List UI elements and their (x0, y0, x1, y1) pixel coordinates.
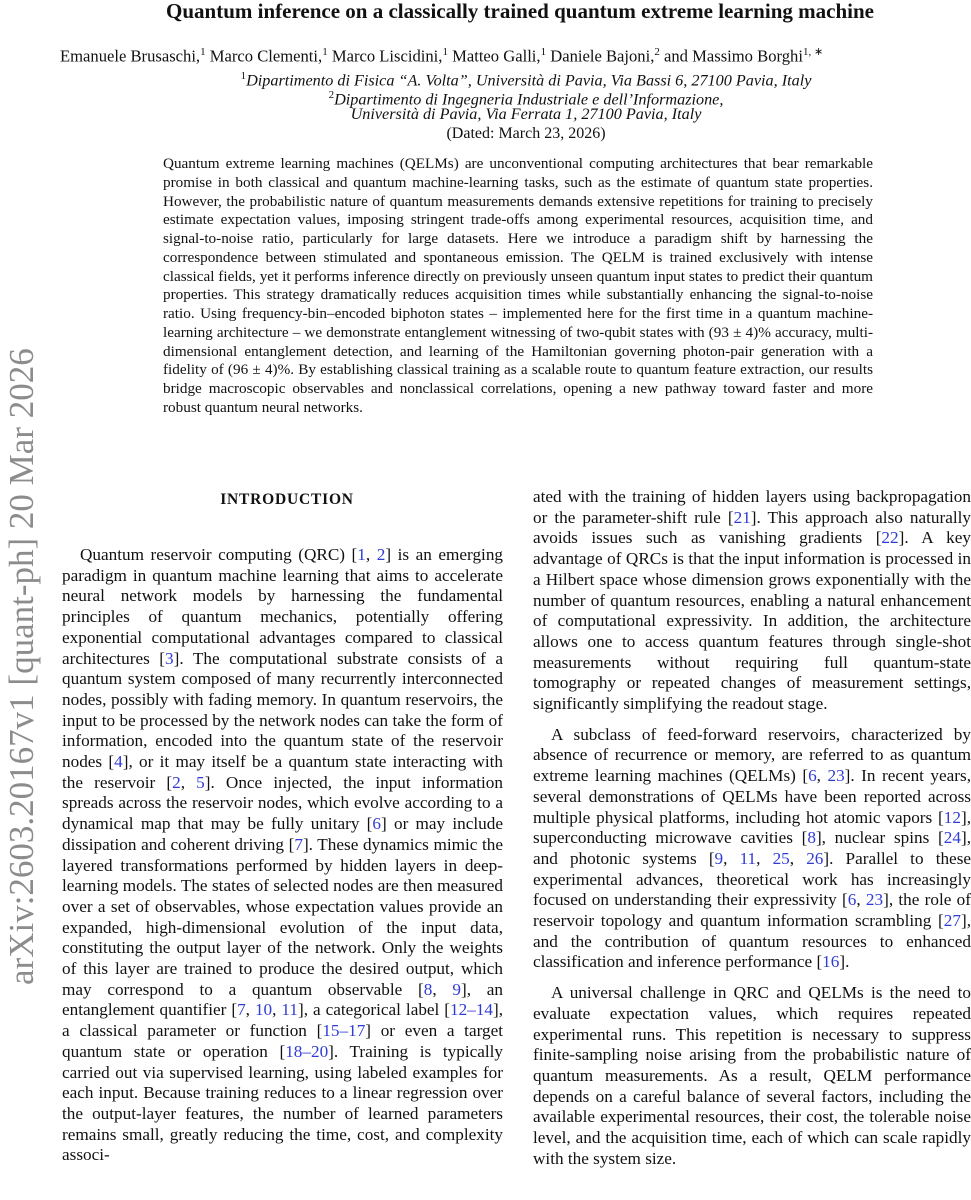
body-right-column (533, 487, 971, 1170)
body-text: ]. In recent years, several demonstrations of QELMs have been reported across multiple physical platforms, including hot atomic vapors [ (533, 766, 971, 827)
body-text: ], or it may itself be a quantum state interacting with the reservoir [ (62, 752, 504, 792)
body-text: , (272, 1000, 282, 1020)
citation-link[interactable]: 24 (943, 828, 961, 848)
citation-link[interactable]: 8 (807, 828, 816, 848)
body-text: ]. (839, 952, 850, 972)
body-text: ], and the contribution of quantum resources to enhanced classification and inference performance [ (533, 911, 971, 972)
body-text: ] is an emerging paradigm in quantum machine learning that aims to accelerate neural network models by harnessing the fundamental principles of quantum mechanics, potentially offering exponential computational advantages compared to classical architectures [ (62, 545, 504, 668)
author-name: Daniele Bajoni, (546, 46, 655, 66)
body-text: , (789, 848, 807, 868)
body-text: , (756, 848, 773, 868)
body-text: ], a classical parameter or function [ (62, 1000, 504, 1041)
citation-link[interactable]: 23 (827, 766, 845, 786)
body-text: ]. This approach also naturally avoids issues such as vanishing gradients [ (533, 507, 971, 548)
body-paragraph (533, 725, 971, 973)
citation-link[interactable]: 23 (865, 890, 884, 910)
citation-link[interactable]: 18–20 (285, 1041, 329, 1061)
body-text: , (816, 766, 828, 786)
citation-link[interactable]: 9 (452, 979, 461, 999)
citation-link[interactable]: 15–17 (322, 1021, 366, 1041)
body-text: ], the role of reservoir topology and quantum information scrambling [ (533, 890, 971, 931)
affiliation-2: $^2$Dipartimento di Ingegneria Industriale e dell’Informazione, (328, 89, 724, 109)
body-text: , (365, 545, 377, 564)
body-text: ]. Once injected, the input information spreads across the reservoir nodes, which evolve according to a dynamical map that may be fully unitary [ (62, 772, 503, 834)
paper-title: Quantum inference on a classically trained quantum extreme learning machine (166, 0, 874, 23)
citation-link[interactable]: 4 (114, 752, 123, 772)
dated-line: (Dated: March 23, 2026) (446, 125, 606, 142)
body-paragraph (533, 487, 971, 715)
paragraph-gap (533, 715, 971, 725)
author-affiliation-mark: 1 (322, 46, 328, 58)
body-text: ], a categorical label [ (297, 1000, 451, 1020)
body-text: ], nuclear spins [ (815, 828, 944, 848)
citation-link[interactable]: 16 (822, 952, 840, 972)
author-name: Matteo Galli, (447, 46, 541, 66)
abstract: Quantum extreme learning machines (QELMs) are unconventional computing architectures that bear remarkable promise in both classical and quantum machine-learning tasks, such as the estimate of quantum state properties. However, the probabilistic nature of quantum measurements demands extensive repetitions for training to precisely estimate expectation values, imposing stringent trade-offs among experimental resources, acquisition time, and signal-to-noise ratio, particularly for large datasets. Here we introduce a paradigm shift by harnessing the correspondence between stimulated and spontaneous emission. The QELM is trained exclusively with intense classical fields, yet it performs inference directly on previously unseen quantum input states to predict their quantum properties. This strategy dramatically reduces acquisition times while substantially enhancing the signal-to-noise ratio. Using frequency-bin–encoded biphoton states – implemented here for the first time in a quantum machine-learning architecture – we demonstrate entanglement witnessing of two-qubit states with (93 ± 4)% accuracy, multi-dimensional entanglement detection, and learning of the Hamiltonian governing photon-pair generation with a fidelity of (96 ± 4)%. By establishing classical training as a scalable route to quantum feature extraction, our results bridge macroscopic observables and nonclassical correlations, opening a new pathway toward faster and more robust quantum neural networks. (163, 155, 873, 416)
author-affiliation-mark: 1 (200, 46, 206, 58)
citation-link[interactable]: 26 (806, 848, 824, 868)
body-text: ]. Parallel to these experimental advances, theoretical work has increasingly focused on understanding their expressivity [ (533, 848, 971, 910)
author-list (60, 42, 971, 67)
body-text: , (180, 772, 197, 792)
citation-link[interactable]: 7 (294, 834, 303, 854)
paragraph-gap (533, 973, 971, 983)
body-text: A subclass of feed-forward reservoirs, characterized by absence of recurrence or memory, are referred to as quantum extreme learning machines (QELMs) [ (533, 724, 971, 786)
citation-link[interactable]: 7 (237, 1000, 246, 1020)
author-affiliation-mark: 1, ∗ (802, 46, 824, 58)
citation-link[interactable]: 8 (423, 979, 433, 999)
body-text: A universal challenge in QRC and QELMs is the need to evaluate expectation values, which requires repeated experimental runs. This repetition is necessary to suppress finite-sampling noise arising from the probabilistic nature of quantum measurements. As a result, QELM performance depends on a careful balance of several factors, including the available experimental resources, their cost, the tolerable noise level, and the acquisition time, each of which can scale rapidly with the system size. (533, 983, 971, 1168)
section-heading: INTRODUCTION (220, 491, 354, 508)
affiliation-2-cont: Università di Pavia, Via Ferrata 1, 27100 Pavia, Italy (350, 105, 702, 123)
body-text: ], an entanglement quantifier [ (62, 979, 503, 1020)
author-affiliation-mark: 2 (654, 46, 660, 58)
citation-link[interactable]: 6 (847, 890, 857, 910)
citation-link[interactable]: 9 (714, 848, 724, 868)
citation-link[interactable]: 27 (943, 911, 961, 931)
citation-link[interactable]: 10 (254, 1000, 273, 1020)
citation-link[interactable]: 21 (733, 507, 751, 527)
citation-link[interactable]: 11 (281, 1000, 298, 1020)
author-affiliation-mark: 1 (540, 46, 547, 58)
citation-link[interactable]: 12 (943, 807, 961, 827)
body-text: , (723, 848, 740, 868)
citation-link[interactable]: 12–14 (450, 1000, 493, 1020)
body-text: ] or even a target quantum state or operation [ (62, 1021, 503, 1061)
citation-link[interactable]: 6 (372, 814, 381, 834)
citation-link[interactable]: 1 (357, 545, 366, 564)
body-text: ]. Training is typically carried out via supervised learning, using labeled examples for each input. Because training reduces to a linear regression over the output-layer features, the number of learned parameters remains small, greatly reducing the time, cost, and complexity associ- (62, 1041, 503, 1165)
body-text: ]. A key advantage of QRCs is that the input information is processed in a Hilbert space whose dimension grows exponentially with the number of quantum resources, enabling a natural enhancement of computational expressivity. In addition, the architecture allows one to access quantum features through single-shot measurements without requiring full quantum-state tomography or repeated changes of measurement settings, significantly simplifying the readout stage. (533, 528, 971, 714)
citation-link[interactable]: 2 (376, 545, 386, 564)
citation-link[interactable]: 2 (172, 772, 181, 792)
body-paragraph (62, 545, 503, 1166)
body-paragraph (533, 983, 971, 1169)
affiliation-1: $^1$Dipartimento di Fisica “A. Volta”, Università di Pavia, Via Bassi 6, 27100 Pavia, Italy (240, 70, 812, 90)
citation-link[interactable]: 3 (165, 648, 174, 668)
citation-link[interactable]: 25 (772, 848, 790, 868)
author-affiliation-mark: 1 (442, 46, 448, 58)
body-text: ated with the training of hidden layers using backpropagation or the parameter-shift rule [ (533, 487, 971, 527)
body-left-column (62, 545, 503, 1166)
author-name: Emanuele Brusaschi, (60, 46, 201, 66)
body-text: ] or may include dissipation and coherent driving [ (62, 814, 503, 854)
author-name: Marco Liscidini, (327, 46, 443, 66)
body-text: ]. These dynamics mimic the layered transformations performed by hidden layers in deep-learning models. The states of selected nodes are then measured over a set of observables, whose expectation values provide an expanded, high-dimensional evolution of the input data, constituting the output layer of the network. Only the weights of this layer are trained to produce the desired output, which may correspond to a quantum observable [ (62, 834, 503, 999)
author-name: Marco Clementi, (205, 46, 323, 66)
body-text: , (856, 890, 866, 910)
body-text: Quantum reservoir computing (QRC) [ (80, 545, 358, 564)
citation-link[interactable]: 11 (739, 848, 757, 868)
body-text: ], superconducting microwave cavities [ (533, 807, 971, 848)
arxiv-identifier: arXiv:2603.20167v1 [quant-ph] 20 Mar 2026 (2, 348, 41, 985)
citation-link[interactable]: 5 (196, 772, 205, 792)
body-text: , (245, 1000, 255, 1020)
body-text: , (432, 979, 453, 999)
citation-link[interactable]: 22 (881, 528, 899, 548)
citation-link[interactable]: 6 (808, 766, 817, 786)
body-text: ], and photonic systems [ (533, 828, 971, 868)
author-name: and Massimo Borghi (659, 46, 803, 66)
body-text: ]. The computational substrate consists of a quantum system composed of many recurrently interconnected nodes, possibly with fading memory. In quantum reservoirs, the input to be processed by the network nodes can take the form of information, encoded into the quantum state of the reservoir nodes [ (62, 648, 503, 772)
